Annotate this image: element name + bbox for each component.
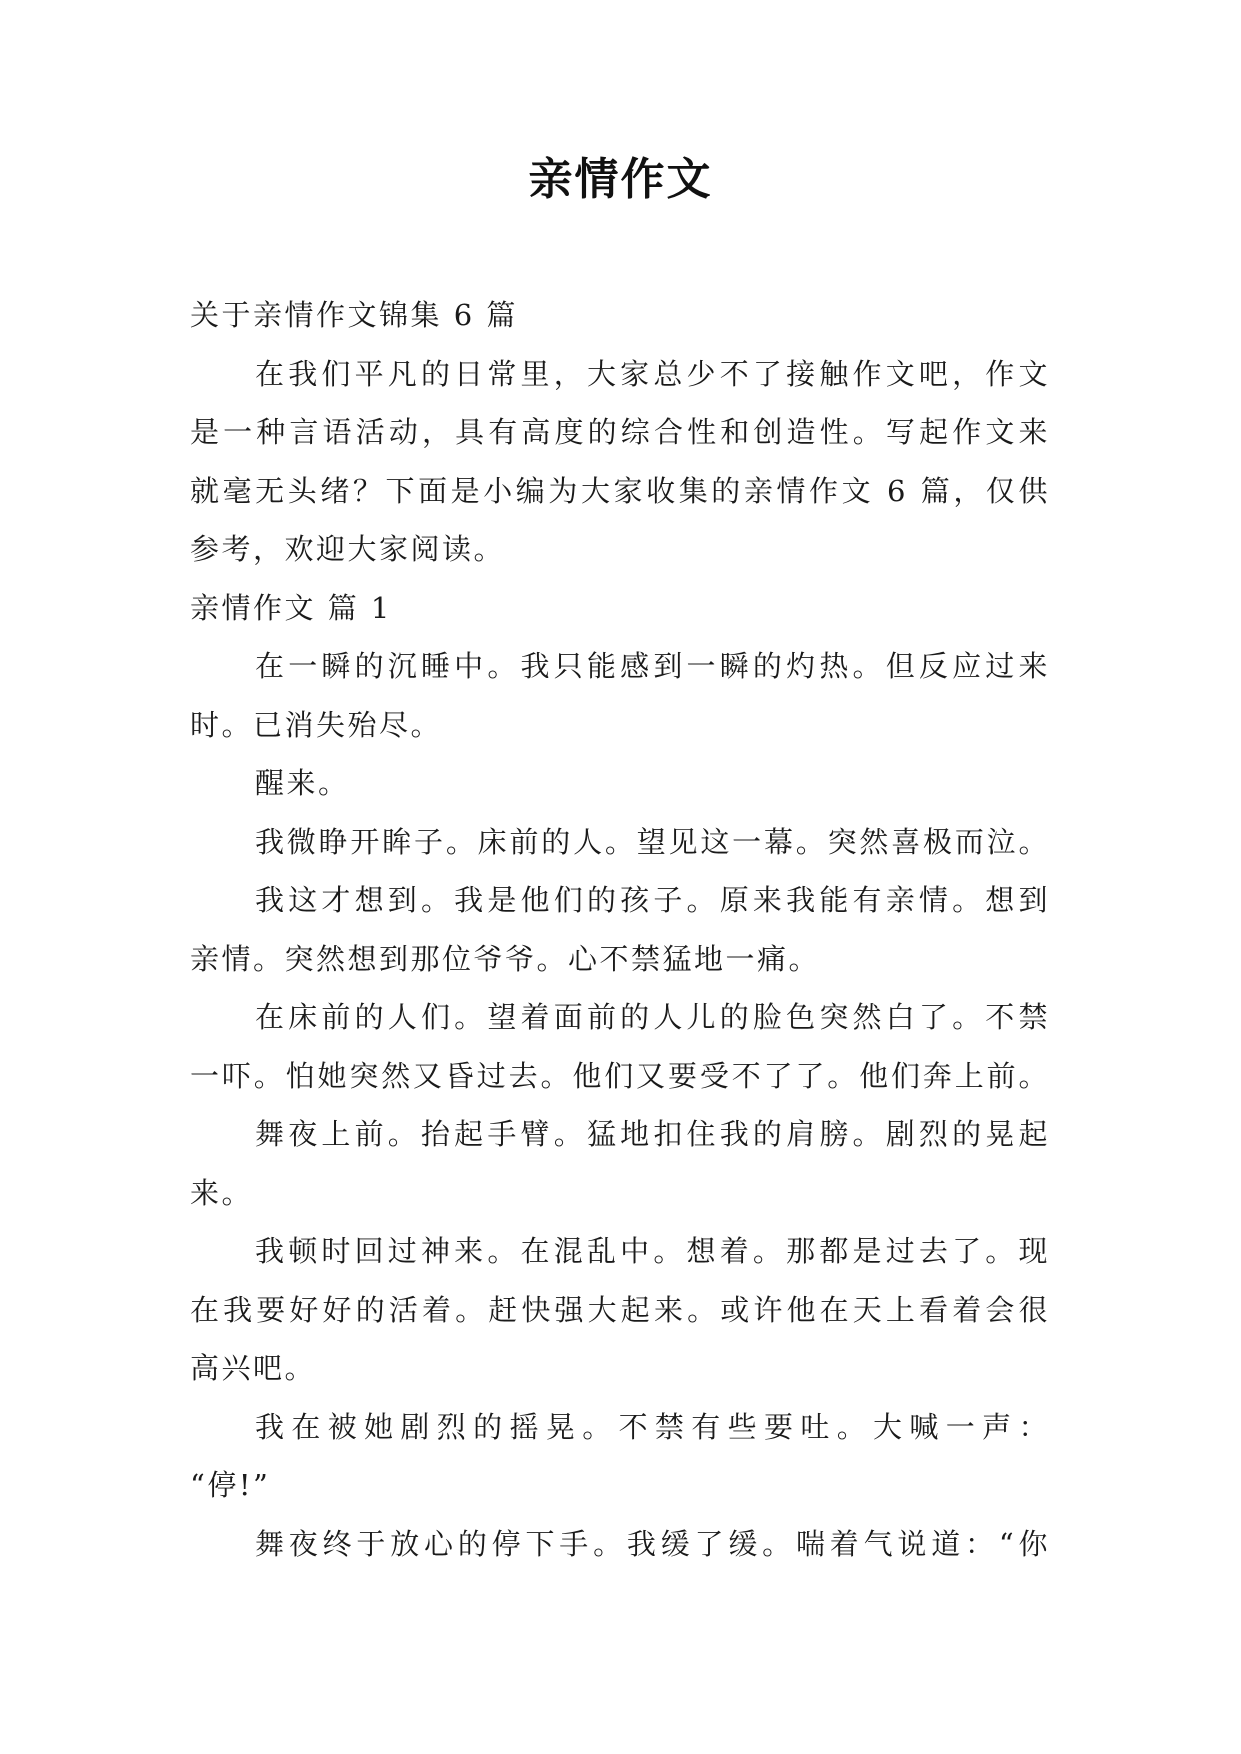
text-line: 在我们平凡的日常里，大家总少不了接触作文吧，作文 bbox=[255, 356, 1050, 391]
text-line: 参考，欢迎大家阅读。 bbox=[190, 532, 506, 566]
text-line: 在我要好好的活着。赶快强大起来。或许他在天上看着会很 bbox=[190, 1292, 1050, 1327]
text-line: 是一种言语活动，具有高度的综合性和创造性。写起作文来 bbox=[190, 415, 1050, 449]
text-line: 在床前的人们。望着面前的人儿的脸色突然白了。不禁 bbox=[255, 1000, 1050, 1034]
text-line: 亲情作文 篇 1 bbox=[190, 590, 392, 625]
text-line: 在一瞬的沉睡中。我只能感到一瞬的灼热。但反应过来 bbox=[255, 649, 1050, 683]
document-body bbox=[190, 286, 1050, 1573]
text-line: 我顿时回过神来。在混乱中。想着。那都是过去了。现 bbox=[255, 1234, 1050, 1268]
text-line: 我这才想到。我是他们的孩子。原来我能有亲情。想到 bbox=[255, 883, 1050, 917]
text-line: 关于亲情作文锦集 6 篇 bbox=[190, 298, 518, 332]
text-line: 就毫无头绪？下面是小编为大家收集的亲情作文 6 篇，仅供 bbox=[190, 473, 1050, 508]
text-line: 时。已消失殆尽。 bbox=[190, 707, 443, 742]
text-line: 亲情。突然想到那位爷爷。心不禁猛地一痛。 bbox=[190, 941, 821, 976]
text-line: 舞夜上前。抬起手臂。猛地扣住我的肩膀。剧烈的晃起 bbox=[255, 1117, 1050, 1151]
text-line: 舞夜终于放心的停下手。我缓了缓。喘着气说道：“你 bbox=[255, 1526, 1050, 1561]
text-line: 醒来。 bbox=[255, 766, 350, 800]
page-title: 亲情作文 bbox=[528, 154, 713, 205]
text-line: 我在被她剧烈的摇晃。不禁有些要吐。大喊一声： bbox=[255, 1409, 1050, 1444]
text-line: “停!” bbox=[190, 1468, 271, 1502]
text-line: 来。 bbox=[190, 1175, 254, 1210]
text-line: 我微睁开眸子。床前的人。望见这一幕。突然喜极而泣。 bbox=[255, 824, 1050, 859]
text-line: 一吓。怕她突然又昏过去。他们又要受不了了。他们奔上前。 bbox=[190, 1058, 1050, 1093]
text-line: 高兴吧。 bbox=[190, 1351, 317, 1385]
